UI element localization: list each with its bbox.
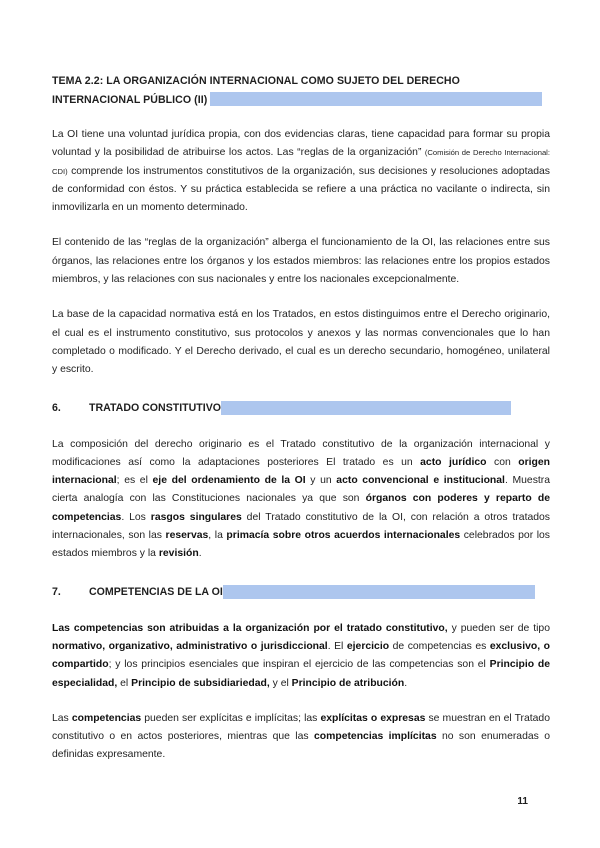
section-number: 6. — [52, 401, 61, 414]
paragraph-5: Las competencias son atribuidas a la organización por el tratado constitutivo, y pueden ser de tipo normativo, organizativo, administrativo o jurisdiccional. El ejercicio de competencias es exclusivo, o compartido; y los principios esenciales que inspiran el ejercicio de las competencias son el Principio de especialidad, el Principio de subsidiariedad, y el Principio de atribución. — [52, 622, 551, 689]
section-highlight-bar — [221, 401, 511, 415]
page-number: 11 — [517, 796, 528, 807]
section-highlight-bar — [223, 585, 535, 599]
page-title — [52, 72, 550, 109]
paragraph-3: La base de la capacidad normativa está en los Tratados, en estos distinguimos entre el Derecho originario, el cual es el instrumento constitutivo, sus protocolos y anexos y las normas convencionales que lo han completado o modificado. Y el Derecho derivado, el cual es un derecho secundario, homogéneo, unilateral y escrito. — [52, 309, 550, 376]
section-heading-6 — [52, 399, 550, 417]
section-label: COMPETENCIAS DE LA OI — [89, 585, 223, 598]
title-line-2: INTERNACIONAL PÚBLICO (II) — [52, 93, 208, 106]
section-label: TRATADO CONSTITUTIVO — [89, 401, 222, 414]
paragraph-6: Las competencias pueden ser explícitas e implícitas; las explícitas o expresas se muestran en el Tratado constitutivo o en actos posteriores, mientras que las competencias implícitas no son enumeradas o definidas expresamente. — [52, 712, 550, 761]
paragraph-2: El contenido de las “reglas de la organización” alberga el funcionamiento de la OI, las relaciones entre sus órganos, las relaciones entre los órganos y los estados miembros: las relaciones entre los propios estados miembros, y las relaciones con sus nacionales y entre los nacionales excepcionalmente. — [52, 237, 550, 286]
section-number: 7. — [52, 585, 61, 598]
title-line-1: TEMA 2.2: LA ORGANIZACIÓN INTERNACIONAL COMO SUJETO DEL DERECHO — [52, 75, 460, 87]
paragraph-1: La OI tiene una voluntad jurídica propia, con dos evidencias claras, tiene capacidad para formar su propia voluntad y la posibilidad de atribuirse los actos. Las “reglas de la organización” (Comisión de Derecho Internacional: CDI) comprende los instrumentos constitutivos de la organización, sus decisiones y resoluciones adoptadas de conformidad con éstos. Y su práctica establecida se refiere a una práctica no vacilante o indirecta, sin inmovilizarla en un momento determinado. — [52, 129, 550, 214]
paragraph-4: La composición del derecho originario es el Tratado constitutivo de la organización internacional y modificaciones así como la adaptaciones posteriores El tratado es un acto jurídico con origen internacional; es el eje del ordenamiento de la OI y un acto convencional e institucional. Muestra cierta analogía con las Constituciones nacionales ya que son órganos con poderes y reparto de competencias. Los rasgos singulares del Tratado constitutivo de la OI, con relación a otros tratados internacionales, son las reservas, la primacía sobre otros acuerdos internacionales celebrados por los estados miembros y la revisión. — [52, 438, 551, 560]
cdi-note: (Comisión de Derecho Internacional: CDI) — [52, 148, 550, 176]
title-highlight-bar — [210, 92, 542, 106]
document-body — [52, 72, 550, 765]
section-heading-7 — [52, 583, 550, 601]
